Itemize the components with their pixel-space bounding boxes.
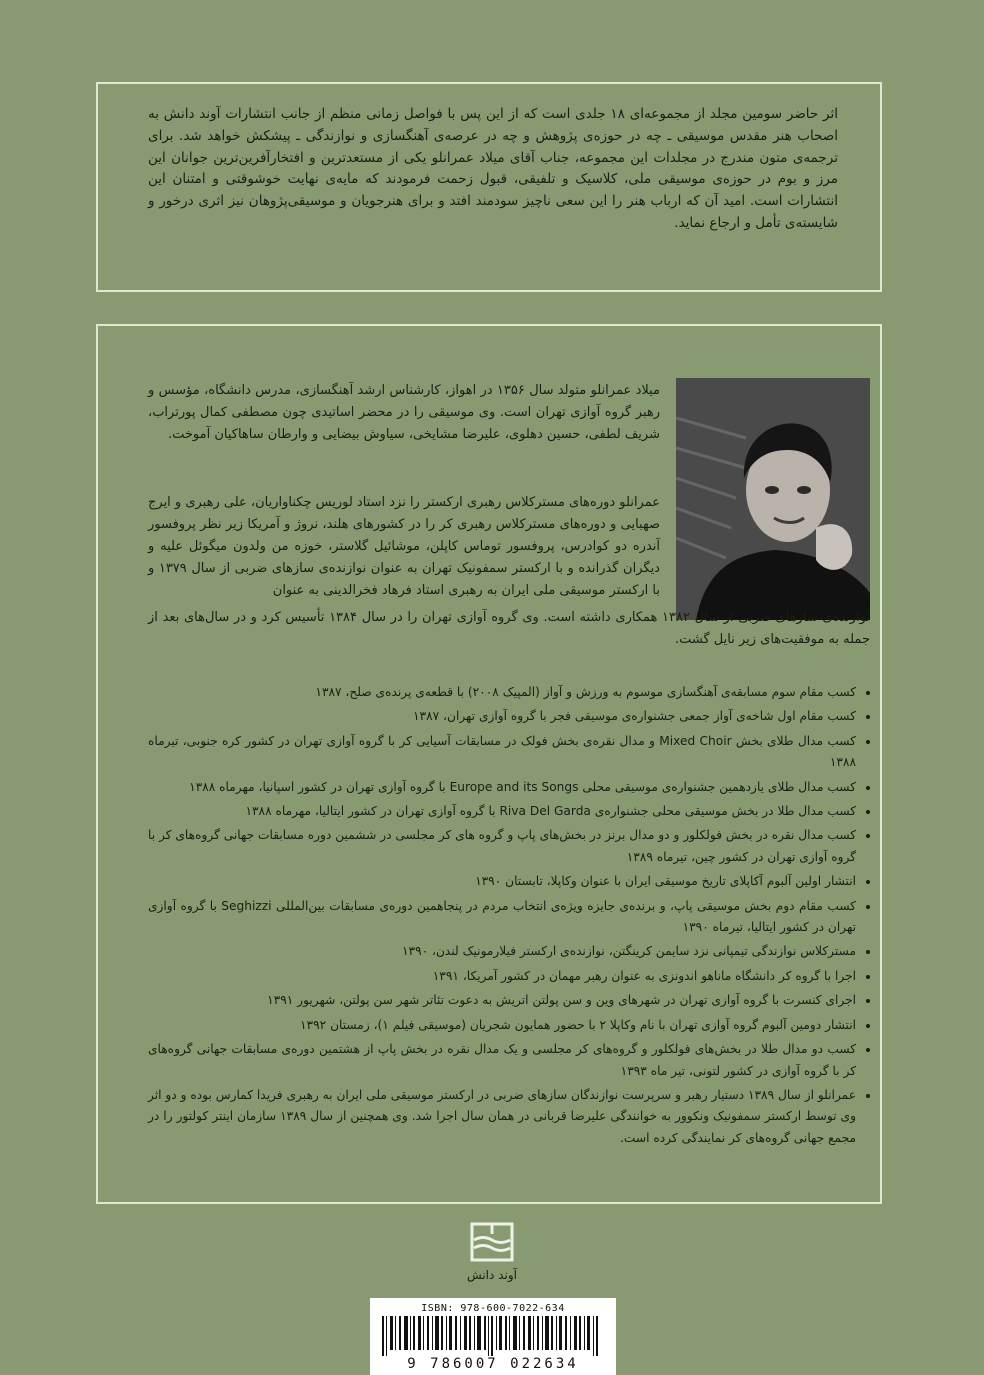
bio-paragraph-3: نوازنده‌ی سازهای ضربی از سال ۱۳۸۲ همکاری داشته است. وی گروه آوازی تهران را در سال ۱۳۸۴ تأسیس کرد و در سال‌های بعد از جمله به موفقیت‌های زیر نایل گشت. [148,610,870,647]
list-item: • مسترکلاس نوازندگی تیمپانی نزد سایمن کرینگتن، نوازنده‌ی ارکستر فیلارمونیک لندن، ۱۳۹۰ [148,941,856,962]
bio-paragraph-1: میلاد عمرانلو متولد سال ۱۳۵۶ در اهواز، کارشناس ارشد آهنگسازی، مدرس دانشگاه، مؤسس و رهبر گروه آوازی تهران است. وی موسیقی را در محضر اساتیدی چون مصطفی کمال پورتراب، شریف لطفی، حسین دهلوی، علیرضا مشایخی، سیاوش بیضایی و وارطان ساهاکیان آموخت. [148,383,661,442]
list-item: • انتشار اولین آلبوم آکاپلای تاریخ موسیقی ایران با عنوان وکاپلا، تابستان ۱۳۹۰ [148,871,856,892]
isbn-label: ISBN: 978-600-7022-634 [421,1303,565,1314]
list-item: • عمرانلو از سال ۱۳۸۹ دستیار رهبر و سرپرست نوازندگان سازهای ضربی در ارکستر موسیقی ملی ایران به رهبری فریدا کمارس بوده و دو اثر وی توسط ارکستر سمفونیک ونکوور به خوانندگی علیرضا قربانی در همان سال اجرا شد. وی همچنین از سال ۱۳۸۹ سازمان اینتر کولتور را در مجمع جهانی گروه‌های کر نمایندگی کرده است. [148,1085,856,1149]
list-item: • کسب مدال نقره در بخش فولکلور و دو مدال برنز در بخش‌های پاپ و گروه های کر مجلسی در ششمین دوره مسابقات جهانی گروه‌های کر با گروه آوازی تهران در کشور چین، تیرماه ۱۳۸۹ [148,825,856,868]
translator-portrait-photo [676,378,870,620]
barcode-number: 9 786007 022634 [407,1356,579,1372]
barcode-bars-icon [378,1316,608,1356]
list-item: • کسب مقام دوم بخش موسیقی پاپ، و برنده‌ی جایزه ویژه‌ی انتخاب مردم در پنجاهمین دوره‌ی مسابقات بین‌المللی Seghizzi با گروه آوازی تهران در کشور ایتالیا، تیرماه ۱۳۹۰ [148,896,856,939]
list-item: • کسب مقام سوم مسابقه‌ی آهنگسازی موسوم به ورزش و آواز (المپیک ۲۰۰۸) با قطعه‌ی پرنده‌ی صلح، ۱۳۸۷ [148,682,856,703]
intro-text: اثر حاضر سومین مجلد از مجموعه‌ای ۱۸ جلدی است که از این پس با فواصل زمانی منظم از جانب انتشارات آوند دانش به اصحاب هنر مقدس موسیقی ـ چه در حوزه‌ی پژوهش و چه در عرصه‌ی آهنگسازی و نوازندگی ـ پیشکش خواهد شد. برای ترجمه‌ی متون مندرج در مجلدات این مجموعه، جناب آقای میلاد عمرانلو یکی از مستعدترین و افتخارآفرین‌ترین جوانان این مرز و بوم در حوزه‌ی موسیقی ملی، کلاسیک و تلفیقی، قبول زحمت فرمودند که مایه‌ی نهایت خوشوقتی و امتنان این انتشارات است. امید آن که ارباب هنر را این سعی ناچیز سودمند افتد و برای هنرجویان و موسیقی‌پژوهان نیز اثری درخور و شایسته‌ی تأمل و ارجاع نماید. [148,106,838,231]
achievements-list [148,682,870,1152]
book-waves-logo-icon [470,1222,514,1262]
list-item: • کسب مدال طلا در بخش موسیقی محلی جشنواره‌ی Riva Del Garda با گروه آوازی تهران در کشور ایتالیا، مهرماه ۱۳۸۸ [148,801,856,822]
isbn-barcode [370,1298,616,1375]
list-item: • اجرای کنسرت با گروه آوازی تهران در شهرهای وین و سن پولتن اتریش به دعوت تئاتر شهر سن پولتن، شهریور ۱۳۹۱ [148,990,856,1011]
list-item: • کسب مقام اول شاخه‌ی آواز جمعی جشنواره‌ی موسیقی فجر با گروه آوازی تهران، ۱۳۸۷ [148,706,856,727]
portrait-photo-icon [676,378,870,620]
publisher-name: آوند دانش [467,1268,517,1282]
bio-paragraph-2: عمرانلو دوره‌های مسترکلاس رهبری ارکستر را نزد استاد لوریس چکناواریان، علی رهبری و ایرج صهبایی و دوره‌های مسترکلاس رهبری کر را در کشورهای هلند، نروژ و آمریکا زیر نظر پروفسور آندره دو کوادرس، پروفسور توماس کاپلن، موشائیل گلاستر، خوزه من ولدون میگوئل علیه و دیگران گذرانده و با ارکستر سمفونیک تهران به عنوان نوازنده‌ی سازهای ضربی از سال ۱۳۷۹ و با ارکستر موسیقی ملی ایران به رهبری استاد فرهاد فخرالدینی به عنوان [148,495,660,598]
list-item: • انتشار دومین آلبوم گروه آوازی تهران با نام وکاپلا ۲ با حضور همایون شجریان (موسیقی فیلم ۱)، زمستان ۱۳۹۲ [148,1015,856,1036]
list-item: • کسب مدال طلای یازدهمین جشنواره‌ی موسیقی محلی Europe and its Songs با گروه آوازی تهران در کشور اسپانیا، مهرماه ۱۳۸۸ [148,777,856,798]
list-item: • کسب دو مدال طلا در بخش‌های فولکلور و گروه‌های کر مجلسی و یک مدال نقره در بخش پاپ از هشتمین دوره‌ی مسابقات جهانی گروه‌های کر با گروه آوازی در کشور لتونی، تیر ماه ۱۳۹۳ [148,1039,856,1082]
list-item: • کسب مدال طلای بخش Mixed Choir و مدال نقره‌ی بخش فولک در مسابقات آسیایی کر با گروه آوازی تهران در کشور کره جنوبی، تیرماه ۱۳۸۸ [148,731,856,774]
list-item: • اجرا با گروه کر دانشگاه ماناهو اندونزی به عنوان رهبر مهمان در کشور آمریکا، ۱۳۹۱ [148,966,856,987]
